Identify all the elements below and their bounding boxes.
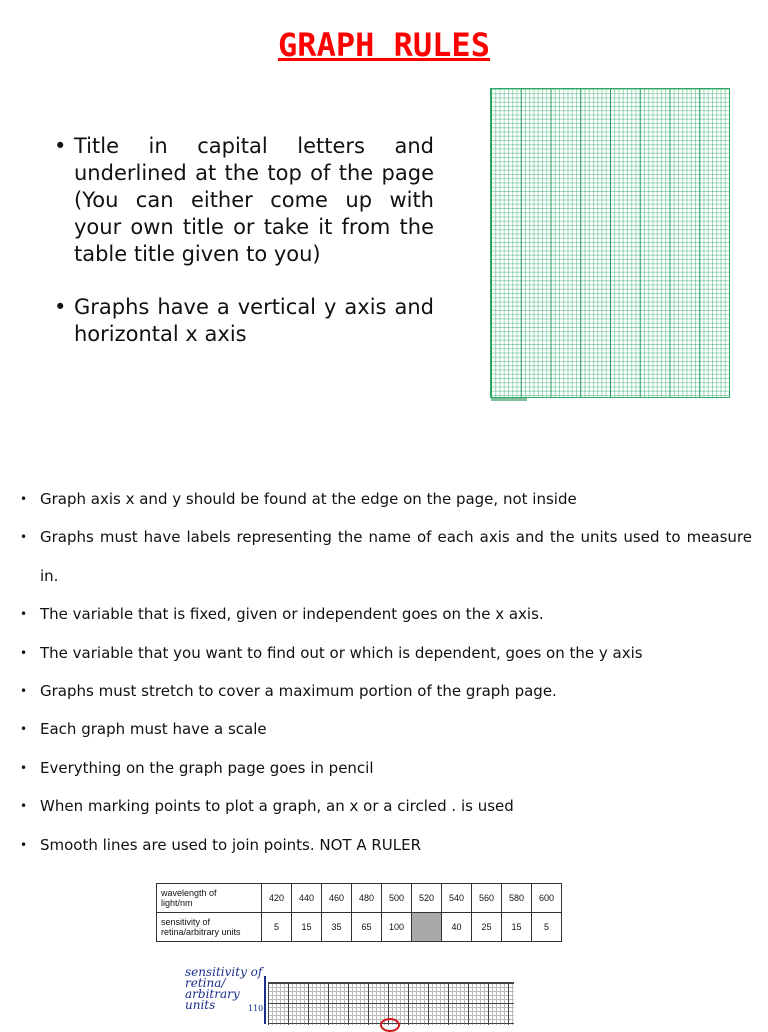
bullet-icon: • (20, 799, 28, 814)
row-header-line: retina/arbitrary units (161, 927, 241, 937)
rule-item (18, 826, 752, 864)
graph-paper-image (490, 88, 730, 398)
bullet-icon: • (20, 492, 28, 506)
table-cell: 520 (412, 884, 442, 913)
bullet-icon: • (54, 295, 67, 319)
graph-y-axis-line (264, 976, 266, 1024)
row-header-line: wavelength of (161, 888, 217, 898)
table-cell: 540 (442, 884, 472, 913)
rule-item (18, 595, 752, 633)
bullet-icon: • (20, 530, 28, 545)
rule-item (18, 787, 752, 825)
rule-text: Graphs must stretch to cover a maximum portion of the graph page. (40, 682, 557, 701)
rule-text: When marking points to plot a graph, an x or a circled . is used (40, 797, 514, 816)
rule-text: The variable that you want to find out or which is dependent, goes on the y axis (40, 643, 643, 662)
table-cell: 420 (262, 884, 292, 913)
table-cell: 5 (532, 913, 562, 942)
rule-item (18, 710, 752, 748)
table-row-header (157, 913, 262, 942)
bullet-icon: • (20, 607, 28, 622)
table-cell: 440 (292, 884, 322, 913)
rule-item (18, 749, 752, 787)
intro-bullet-item (52, 133, 434, 268)
row-header-line: sensitivity of (161, 917, 211, 927)
graph-y-tick: 110 (248, 1004, 264, 1013)
table-cell: 15 (292, 913, 322, 942)
rule-text: Graph axis x and y should be found at the edge on the page, not inside (40, 490, 577, 508)
rule-text: Each graph must have a scale (40, 720, 267, 739)
rule-item (18, 518, 752, 595)
table-cell: 35 (322, 913, 352, 942)
bullet-icon: • (20, 760, 28, 775)
table-cell: 25 (472, 913, 502, 942)
intro-bullet-text: Title in capital letters and underlined at the top of the page (You can either come up with your own title or take it from the table title given to you) (74, 134, 434, 266)
intro-bullet-item (52, 294, 434, 348)
page-title: GRAPH RULES (278, 26, 490, 64)
graph-y-axis-label: sensitivity of retina/ arbitrary units (185, 965, 263, 1012)
rule-item (18, 480, 752, 518)
graph-paper-credit (491, 398, 527, 401)
bullet-icon: • (54, 134, 67, 158)
intro-bullet-list (52, 133, 434, 374)
bullet-icon: • (20, 722, 28, 737)
table-cell: 40 (442, 913, 472, 942)
table-cell: 600 (532, 884, 562, 913)
table-cell: 580 (502, 884, 532, 913)
table-cell: 560 (472, 884, 502, 913)
table-cell: 480 (352, 884, 382, 913)
table-cell: 100 (382, 913, 412, 942)
sample-data-table (156, 883, 562, 942)
table-row-wavelength (157, 884, 562, 913)
table-cell-missing (412, 913, 442, 942)
intro-bullet-text: Graphs have a vertical y axis and horizontal x axis (74, 295, 434, 346)
sample-graph-image (180, 962, 520, 1024)
table-cell: 65 (352, 913, 382, 942)
table-row-header (157, 884, 262, 913)
plot-point-circle (380, 1018, 400, 1032)
bullet-icon: • (20, 837, 28, 852)
row-header-line: light/nm (161, 898, 193, 908)
rule-item (18, 672, 752, 710)
table-cell: 5 (262, 913, 292, 942)
rule-item (18, 634, 752, 672)
table-cell: 460 (322, 884, 352, 913)
bullet-icon: • (20, 645, 28, 660)
rule-text: Smooth lines are used to join points. NOT A RULER (40, 835, 422, 854)
table-row-sensitivity (157, 913, 562, 942)
table-cell: 500 (382, 884, 412, 913)
rule-text: Graphs must have labels representing the name of each axis and the units used to measure in. (40, 528, 752, 585)
table-cell: 15 (502, 913, 532, 942)
rules-list (18, 480, 752, 864)
rule-text: Everything on the graph page goes in pencil (40, 758, 374, 777)
rule-text: The variable that is fixed, given or independent goes on the x axis. (40, 605, 544, 624)
bullet-icon: • (20, 684, 28, 699)
